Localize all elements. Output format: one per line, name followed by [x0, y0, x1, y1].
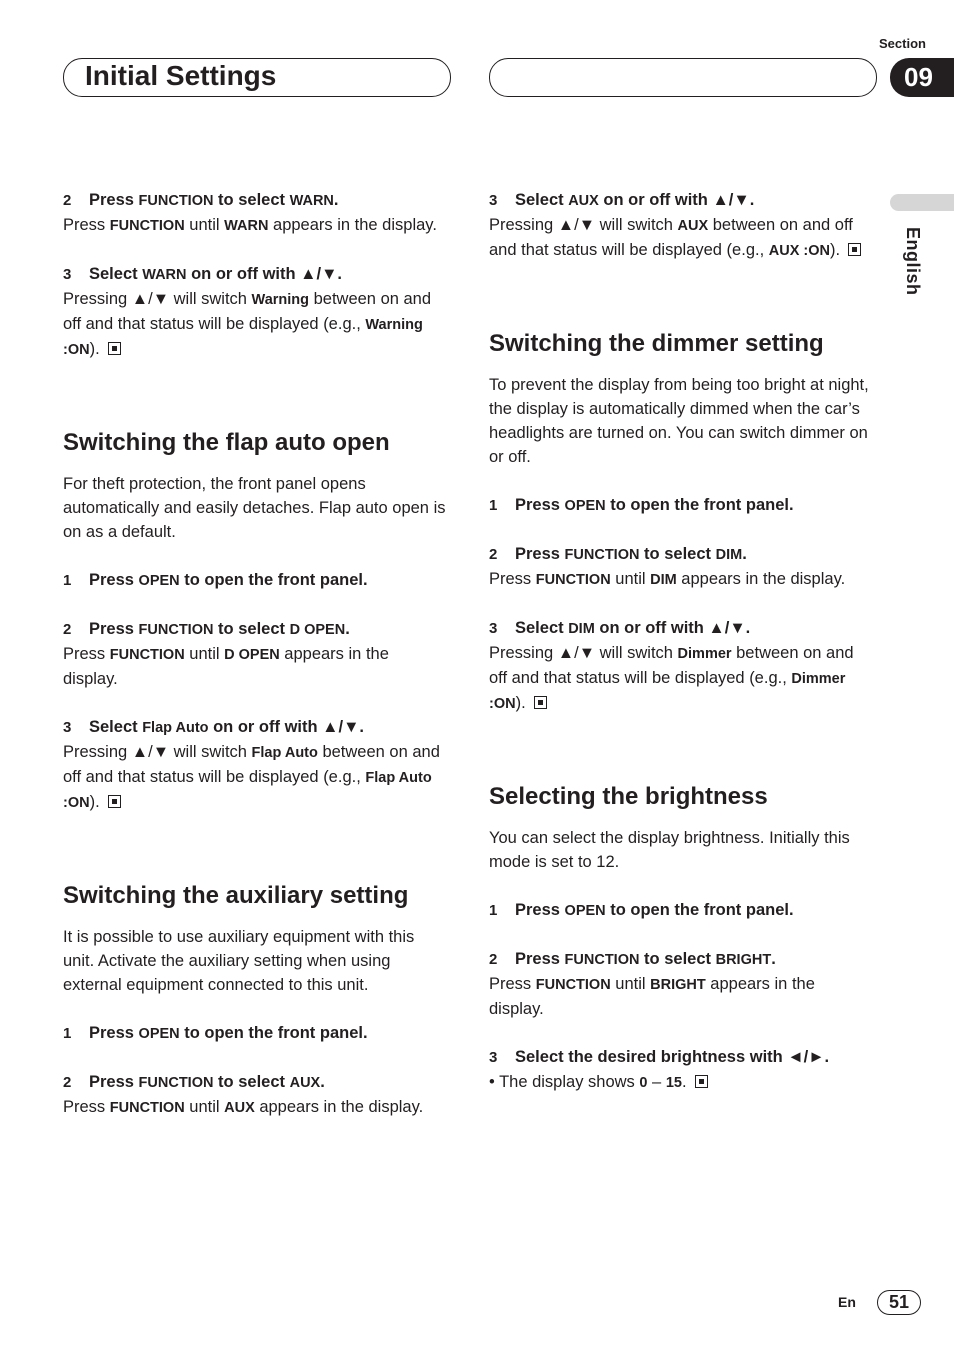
aux-step3-body: Pressing ▲/▼ will switch AUX between on and off and that status will be displayed (e.g., AUX :ON). [489, 213, 874, 263]
right-column [489, 188, 874, 1095]
flap-step1: 1 Press OPEN to open the front panel. [63, 571, 368, 589]
aux-step3-heading: 3 Select AUX on or off with ▲/▼. [489, 191, 755, 209]
flap-step3-body: Pressing ▲/▼ will switch Flap Auto between on and off and that status will be displayed (e.g., Flap Auto :ON). [63, 743, 440, 811]
aux-intro: It is possible to use auxiliary equipment with this unit. Activate the auxiliary setting when using external equipment connected to this unit. [63, 928, 415, 994]
brightness-step3-heading: 3 Select the desired brightness with ◄/►. [489, 1048, 830, 1066]
dimmer-intro: To prevent the display from being too bright at night, the display is automatically dimmed when the car’s headlights are turned on. You can switch dimmer on or off. [489, 376, 869, 466]
warn-step3-heading: 3 Select WARN on or off with ▲/▼. [63, 265, 342, 283]
end-mark-icon [848, 243, 861, 256]
section-number: 09 [890, 58, 954, 97]
flap-step2-body: Press FUNCTION until D OPEN appears in the display. [63, 645, 389, 688]
brightness-intro: You can select the display brightness. Initially this mode is set to 12. [489, 829, 850, 871]
section-label: Section [879, 36, 926, 51]
footer-language-code: En [838, 1294, 856, 1310]
aux-step2-body: Press FUNCTION until AUX appears in the display. [63, 1098, 424, 1116]
flap-section-title: Switching the flap auto open [63, 429, 390, 456]
page-title: Initial Settings [85, 60, 277, 91]
aux-step2-heading: 2 Press FUNCTION to select AUX. [63, 1073, 325, 1091]
brightness-section-title: Selecting the brightness [489, 783, 768, 810]
brightness-step2-heading: 2 Press FUNCTION to select BRIGHT. [489, 950, 776, 968]
warn-step3-body: Pressing ▲/▼ will switch Warning between on and off and that status will be displayed (e.g., Warning :ON). [63, 290, 432, 358]
aux-step1: 1 Press OPEN to open the front panel. [63, 1024, 368, 1042]
dimmer-section-title: Switching the dimmer setting [489, 330, 824, 357]
dimmer-step2-heading: 2 Press FUNCTION to select DIM. [489, 545, 747, 563]
flap-intro: For theft protection, the front panel opens automatically and easily detaches. Flap auto open is on as a default. [63, 475, 446, 541]
dimmer-step3-heading: 3 Select DIM on or off with ▲/▼. [489, 619, 751, 637]
language-tab-label: English [903, 227, 923, 296]
dimmer-step3-body: Pressing ▲/▼ will switch Dimmer between on and off and that status will be displayed (e.g., Dimmer :ON). [489, 644, 854, 712]
header-blank-frame [489, 58, 877, 97]
brightness-step3-bullet: • The display shows 0 – 15. [489, 1070, 874, 1095]
aux-section-title: Switching the auxiliary setting [63, 882, 409, 909]
language-tab-marker [890, 194, 954, 211]
flap-step2-heading: 2 Press FUNCTION to select D OPEN. [63, 620, 350, 638]
brightness-step1: 1 Press OPEN to open the front panel. [489, 901, 794, 919]
end-mark-icon [108, 342, 121, 355]
dimmer-step2-body: Press FUNCTION until DIM appears in the display. [489, 570, 846, 588]
end-mark-icon [695, 1075, 708, 1088]
flap-step3-heading: 3 Select Flap Auto on or off with ▲/▼. [63, 718, 364, 736]
brightness-step2-body: Press FUNCTION until BRIGHT appears in the display. [489, 975, 815, 1018]
warn-step2-heading: 2 Press FUNCTION to select WARN. [63, 191, 339, 209]
end-mark-icon [108, 795, 121, 808]
end-mark-icon [534, 696, 547, 709]
warn-step2-body: Press FUNCTION until WARN appears in the display. [63, 216, 437, 234]
left-column [63, 188, 448, 1120]
dimmer-step1: 1 Press OPEN to open the front panel. [489, 496, 794, 514]
page-number: 51 [877, 1290, 921, 1315]
